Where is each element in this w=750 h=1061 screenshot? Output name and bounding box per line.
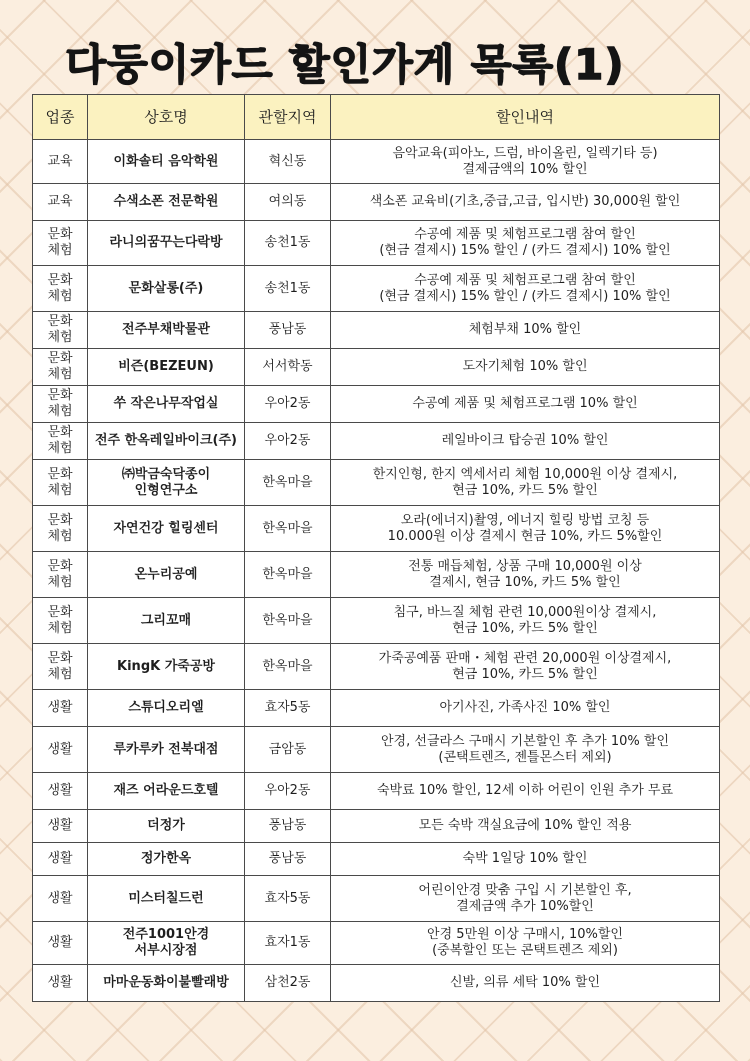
district-cell: 효자5동 [245, 690, 331, 727]
discount-cell: 한지인형, 한지 엑세서리 체험 10,000원 이상 결제시, 현금 10%, 카드 5% 할인 [331, 460, 720, 506]
district-cell: 한옥마을 [245, 506, 331, 552]
discount-cell: 모든 숙박 객실요금에 10% 할인 적용 [331, 810, 720, 843]
table-row [33, 727, 720, 773]
store-name-cell: 온누리공예 [88, 552, 245, 598]
store-name-cell: 문화살롱(주) [88, 266, 245, 312]
category-cell: 문화 체험 [33, 552, 88, 598]
store-name-cell: 비즌(BEZEUN) [88, 349, 245, 386]
district-cell: 한옥마을 [245, 460, 331, 506]
district-cell: 효자5동 [245, 876, 331, 922]
discount-cell: 도자기체험 10% 할인 [331, 349, 720, 386]
category-cell: 문화 체험 [33, 386, 88, 423]
header-district: 관할지역 [245, 95, 331, 140]
table-row [33, 773, 720, 810]
header-store-name: 상호명 [88, 95, 245, 140]
store-name-cell: 라니의꿈꾸는다락방 [88, 221, 245, 266]
table-row [33, 423, 720, 460]
table-body [33, 140, 720, 1002]
table-row [33, 386, 720, 423]
table-header-row [33, 95, 720, 140]
category-cell: 문화 체험 [33, 423, 88, 460]
discount-cell: 침구, 바느질 체험 관련 10,000원이상 결제시, 현금 10%, 카드 5% 할인 [331, 598, 720, 644]
store-name-cell: 더정가 [88, 810, 245, 843]
discount-cell: 수공예 제품 및 체험프로그램 10% 할인 [331, 386, 720, 423]
discount-cell: 숙박료 10% 할인, 12세 이하 어린이 인원 추가 무료 [331, 773, 720, 810]
district-cell: 한옥마을 [245, 598, 331, 644]
district-cell: 풍남동 [245, 810, 331, 843]
district-cell: 우아2동 [245, 773, 331, 810]
table-row [33, 184, 720, 221]
discount-store-table [32, 94, 720, 1002]
table-row [33, 312, 720, 349]
store-name-cell: 이화솔티 음악학원 [88, 140, 245, 184]
header-category: 업종 [33, 95, 88, 140]
store-name-cell: 전주1001안경 서부시장점 [88, 922, 245, 965]
store-name-cell: KingK 가죽공방 [88, 644, 245, 690]
district-cell: 송천1동 [245, 266, 331, 312]
category-cell: 문화 체험 [33, 312, 88, 349]
category-cell: 생활 [33, 690, 88, 727]
district-cell: 한옥마을 [245, 644, 331, 690]
discount-cell: 수공예 제품 및 체험프로그램 참여 할인 (현금 결제시) 15% 할인 / (카드 결제시) 10% 할인 [331, 266, 720, 312]
store-name-cell: 전주부채박물관 [88, 312, 245, 349]
category-cell: 교육 [33, 140, 88, 184]
category-cell: 생활 [33, 876, 88, 922]
discount-cell: 신발, 의류 세탁 10% 할인 [331, 965, 720, 1002]
discount-cell: 어린이안경 맞춤 구입 시 기본할인 후, 결제금액 추가 10%할인 [331, 876, 720, 922]
table-row [33, 552, 720, 598]
district-cell: 우아2동 [245, 386, 331, 423]
category-cell: 생활 [33, 965, 88, 1002]
store-name-cell: 그리꼬매 [88, 598, 245, 644]
discount-cell: 가죽공예품 판매・체험 관련 20,000원 이상결제시, 현금 10%, 카드 5% 할인 [331, 644, 720, 690]
table-row [33, 460, 720, 506]
discount-cell: 레일바이크 탑승권 10% 할인 [331, 423, 720, 460]
table-row [33, 140, 720, 184]
store-name-cell: 미스터칠드런 [88, 876, 245, 922]
store-name-cell: 루카루카 전북대점 [88, 727, 245, 773]
store-name-cell: 자연건강 힐링센터 [88, 506, 245, 552]
category-cell: 문화 체험 [33, 460, 88, 506]
category-cell: 문화 체험 [33, 598, 88, 644]
discount-cell: 아기사진, 가족사진 10% 할인 [331, 690, 720, 727]
category-cell: 문화 체험 [33, 349, 88, 386]
district-cell: 우아2동 [245, 423, 331, 460]
table-row [33, 690, 720, 727]
store-name-cell: 마마운동화이불빨래방 [88, 965, 245, 1002]
category-cell: 생활 [33, 843, 88, 876]
discount-cell: 음악교육(피아노, 드럼, 바이올린, 일렉기타 등) 결제금액의 10% 할인 [331, 140, 720, 184]
discount-cell: 수공예 제품 및 체험프로그램 참여 할인 (현금 결제시) 15% 할인 / (카드 결제시) 10% 할인 [331, 221, 720, 266]
category-cell: 생활 [33, 773, 88, 810]
store-name-cell: 쑤 작은나무작업실 [88, 386, 245, 423]
table-row [33, 644, 720, 690]
store-name-cell: 정가한옥 [88, 843, 245, 876]
category-cell: 문화 체험 [33, 266, 88, 312]
district-cell: 풍남동 [245, 843, 331, 876]
table-row [33, 506, 720, 552]
table-row [33, 598, 720, 644]
table-row [33, 876, 720, 922]
table-row [33, 843, 720, 876]
store-name-cell: 스튜디오리엘 [88, 690, 245, 727]
discount-cell: 색소폰 교육비(기초,중급,고급, 입시반) 30,000원 할인 [331, 184, 720, 221]
discount-cell: 숙박 1일당 10% 할인 [331, 843, 720, 876]
category-cell: 생활 [33, 727, 88, 773]
category-cell: 문화 체험 [33, 644, 88, 690]
table-row [33, 221, 720, 266]
category-cell: 교육 [33, 184, 88, 221]
table-row [33, 922, 720, 965]
discount-cell: 전통 매듭체험, 상품 구매 10,000원 이상 결제시, 현금 10%, 카드 5% 할인 [331, 552, 720, 598]
store-name-cell: ㈜박금숙닥종이 인형연구소 [88, 460, 245, 506]
page-title: 다둥이카드 할인가게 목록(1) [65, 40, 625, 89]
table-row [33, 965, 720, 1002]
district-cell: 금암동 [245, 727, 331, 773]
district-cell: 효자1동 [245, 922, 331, 965]
category-cell: 생활 [33, 810, 88, 843]
table-row [33, 349, 720, 386]
discount-cell: 체험부채 10% 할인 [331, 312, 720, 349]
district-cell: 송천1동 [245, 221, 331, 266]
category-cell: 문화 체험 [33, 221, 88, 266]
table-row [33, 810, 720, 843]
store-name-cell: 수색소폰 전문학원 [88, 184, 245, 221]
store-name-cell: 전주 한옥레일바이크(주) [88, 423, 245, 460]
discount-cell: 오라(에너지)촬영, 에너지 힐링 방법 코칭 등 10.000원 이상 결제시 현금 10%, 카드 5%할인 [331, 506, 720, 552]
discount-cell: 안경 5만원 이상 구매시, 10%할인 (중복할인 또는 콘택트렌즈 제외) [331, 922, 720, 965]
store-name-cell: 재즈 어라운드호텔 [88, 773, 245, 810]
category-cell: 생활 [33, 922, 88, 965]
table-row [33, 266, 720, 312]
district-cell: 여의동 [245, 184, 331, 221]
district-cell: 풍남동 [245, 312, 331, 349]
district-cell: 한옥마을 [245, 552, 331, 598]
district-cell: 서서학동 [245, 349, 331, 386]
header-discount: 할인내역 [331, 95, 720, 140]
district-cell: 혁신동 [245, 140, 331, 184]
discount-cell: 안경, 선글라스 구매시 기본할인 후 추가 10% 할인 (콘택트렌즈, 젠틀몬스터 제외) [331, 727, 720, 773]
district-cell: 삼천2동 [245, 965, 331, 1002]
category-cell: 문화 체험 [33, 506, 88, 552]
